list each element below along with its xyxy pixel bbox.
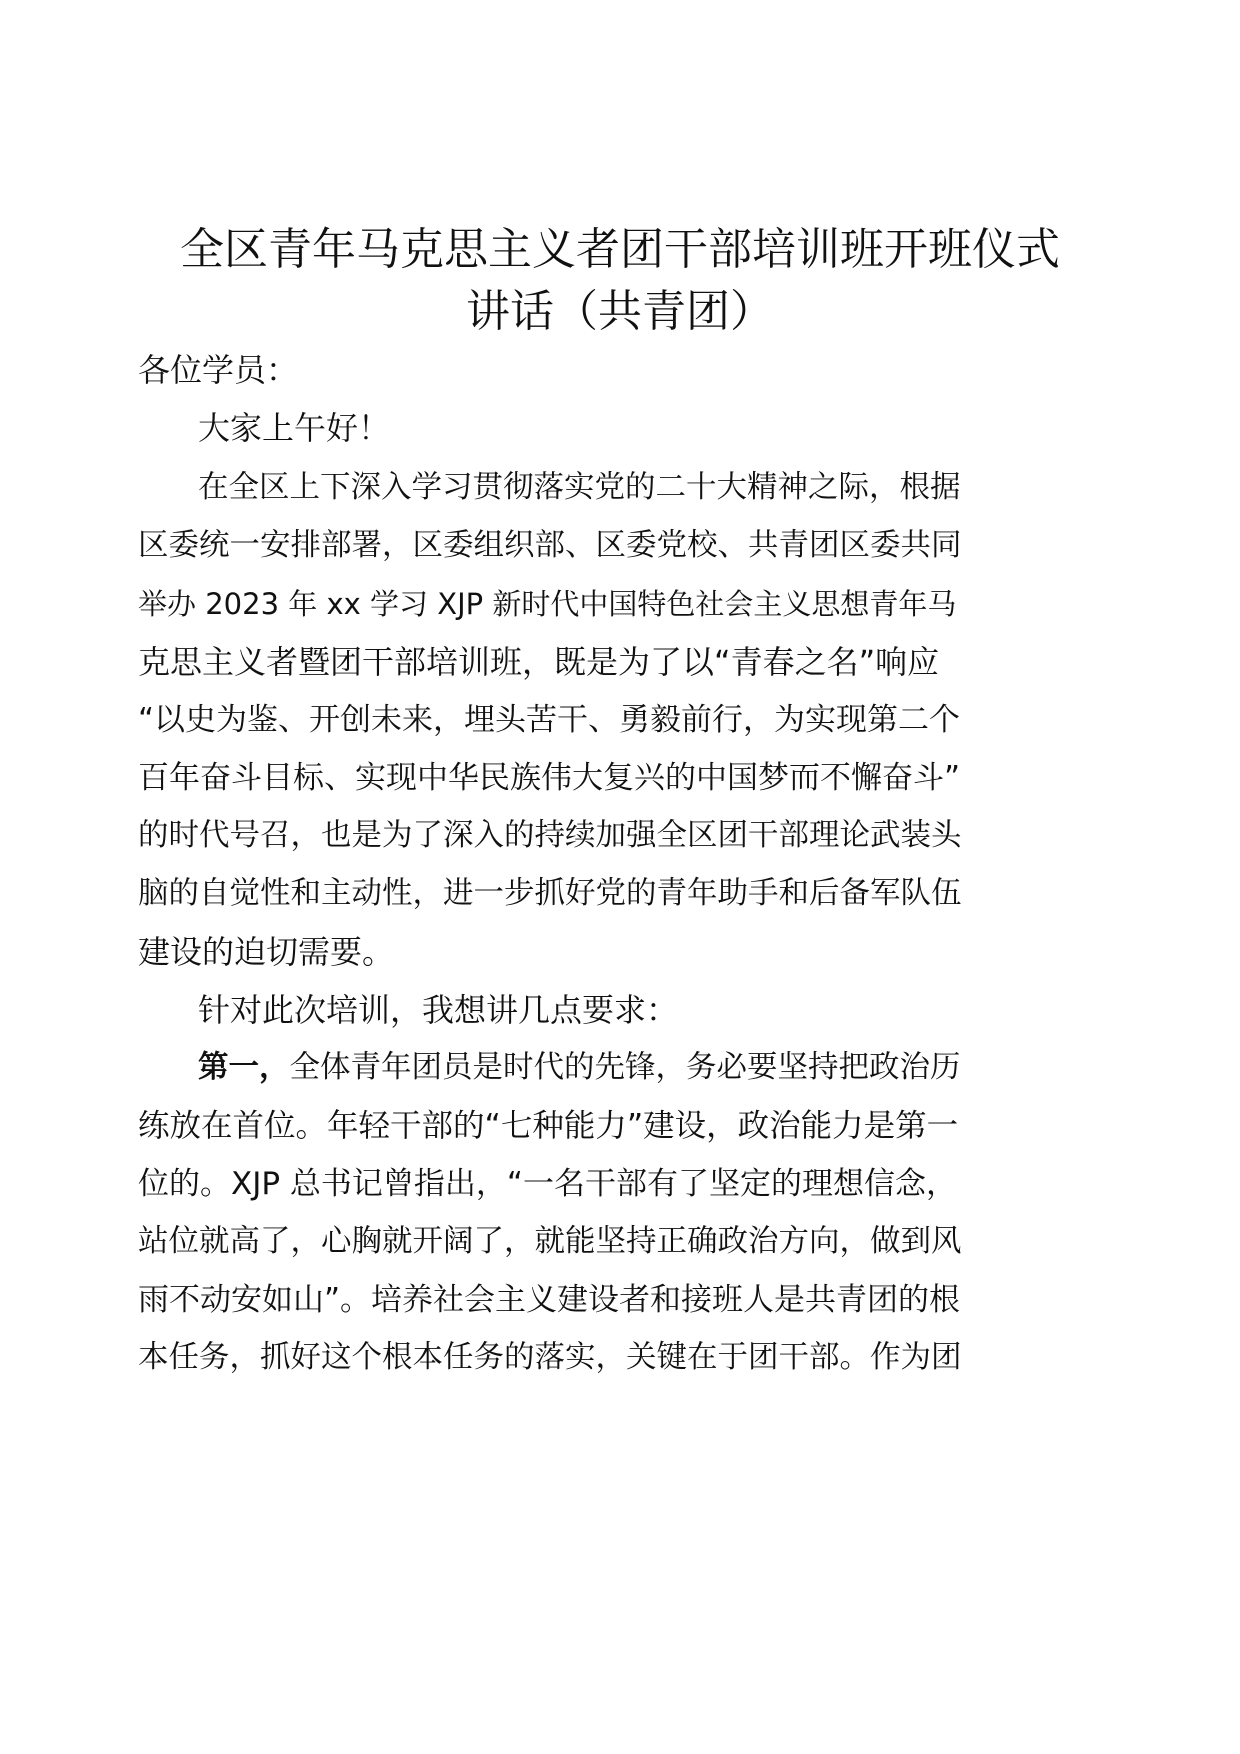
- paragraph-1-line: 百年奋斗目标、实现中华民族伟大复兴的中国梦而不懈奋斗”: [138, 760, 961, 796]
- point-1-line: 位的。XJP 总书记曾指出，“一名干部有了坚定的理想信念，: [138, 1166, 957, 1202]
- document-title-line-2: 讲话（共青团）: [466, 286, 774, 337]
- greeting: 大家上午好！: [198, 409, 391, 447]
- paragraph-1-line: 克思主义者暨团干部培训班，既是为了以“青春之名”响应: [138, 643, 940, 681]
- paragraph-1-line: 举办 2023 年 xx 学习 XJP 新时代中国特色社会主义思想青年马: [138, 587, 957, 621]
- paragraph-1-line: 建设的迫切需要。: [138, 933, 395, 971]
- paragraph-1-line: 脑的自觉性和主动性，进一步抓好党的青年助手和后备军队伍: [138, 876, 962, 911]
- paragraph-1-line: 区委统一安排部署，区委组织部、区委党校、共青团区委共同: [138, 528, 962, 563]
- point-1-first-line: [198, 1046, 961, 1090]
- point-1-line: 练放在首位。年轻干部的“七种能力”建设，政治能力是第一: [138, 1108, 959, 1144]
- paragraph-1-line: 在全区上下深入学习贯彻落实党的二十大精神之际，根据: [198, 470, 961, 505]
- point-1-line: 本任务，抓好这个根本任务的落实，关键在于团干部。作为团: [138, 1340, 962, 1375]
- point-1-line: 站位就高了，心胸就开阔了，就能坚持正确政治方向，做到风: [138, 1224, 962, 1259]
- point-1-first-rest: 全体青年团员是时代的先锋，务必要坚持把政治历: [289, 1050, 961, 1085]
- salutation: 各位学员：: [138, 351, 299, 389]
- document-title-line-1: 全区青年马克思主义者团干部培训班开班仪式: [180, 224, 1060, 275]
- paragraph-1-line: “以史为鉴、开创未来，埋头苦干、勇毅前行，为实现第二个: [138, 702, 961, 738]
- point-1-lead: 第一，: [198, 1050, 290, 1085]
- point-1-line: 雨不动安如山”。培养社会主义建设者和接班人是共青团的根: [138, 1282, 961, 1318]
- paragraph-1-line: 的时代号召，也是为了深入的持续加强全区团干部理论武装头: [138, 818, 962, 853]
- requirements-intro: 针对此次培训，我想讲几点要求：: [198, 991, 679, 1029]
